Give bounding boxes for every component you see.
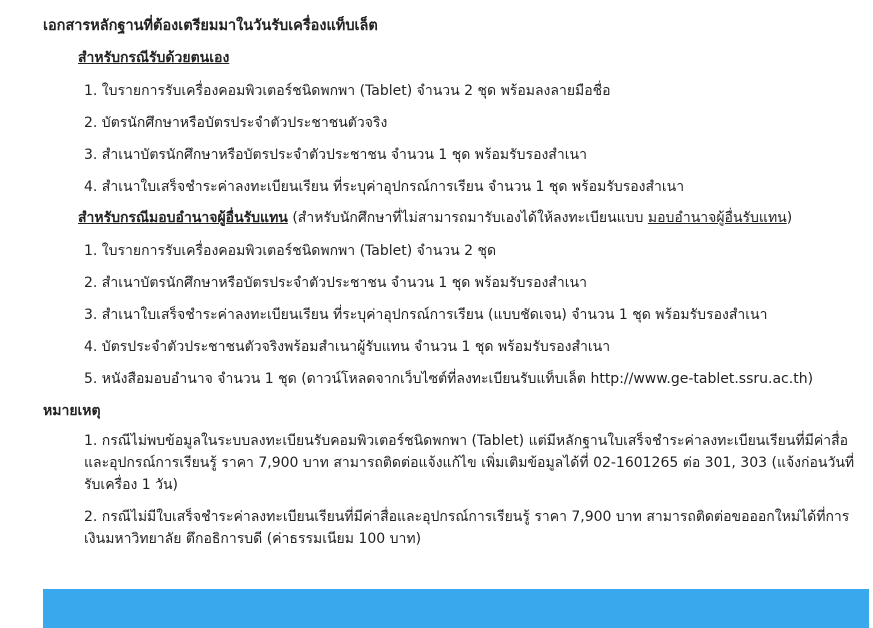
self-item-1: 1. ใบรายการรับเครื่องคอมพิวเตอร์ชนิดพกพา (Tablet) จำนวน 2 ชุด พร้อมลงลายมือชื่อ: [84, 83, 611, 99]
self-item-3: 3. สำเนาบัตรนักศึกษาหรือบัตรประจำตัวประชาชน จำนวน 1 ชุด พร้อมรับรองสำเนา: [84, 147, 587, 163]
proxy-pickup-heading: [78, 207, 792, 229]
self-item-2: 2. บัตรนักศึกษาหรือบัตรประจำตัวประชาชนตัวจริง: [84, 115, 388, 131]
remarks-heading: หมายเหตุ: [43, 403, 101, 419]
proxy-item-1: 1. ใบรายการรับเครื่องคอมพิวเตอร์ชนิดพกพา (Tablet) จำนวน 2 ชุด: [84, 243, 497, 259]
proxy-heading-link[interactable]: มอบอำนาจผู้อื่นรับแทน: [647, 210, 787, 226]
self-item-4: 4. สำเนาใบเสร็จชำระค่าลงทะเบียนเรียน ที่ระบุค่าอุปกรณ์การเรียน จำนวน 1 ชุด พร้อมรับรองสำเนา: [84, 179, 685, 195]
footer-bar: [43, 589, 869, 628]
remark-item-1: 1. กรณีไม่พบข้อมูลในระบบลงทะเบียนรับคอมพิวเตอร์ชนิดพกพา (Tablet) แต่มีหลักฐานใบเสร็จชำระค่าลงทะเบียนเรียนที่มีค่าสื่อและอุปกรณ์การเรียนรู้ ราคา 7,900 บาท สามารถติดต่อแจ้งแก้ไข เพิ่มเติมข้อมูลได้ที่ 02-1601265 ต่อ 301, 303 (แจ้งก่อนวันที่รับเครื่อง 1 วัน): [84, 433, 855, 493]
proxy-heading-title: สำหรับกรณีมอบอำนาจผู้อื่นรับแทน: [78, 210, 288, 226]
remark-item-2: 2. กรณีไม่มีใบเสร็จชำระค่าลงทะเบียนเรียนที่มีค่าสื่อและอุปกรณ์การเรียนรู้ ราคา 7,900 บาท สามารถติดต่อขอออกใหม่ได้ที่การเงินมหาวิทยาลัย ตึกอธิการบดี (ค่าธรรมเนียม 100 บาท): [84, 509, 850, 547]
proxy-item-4: 4. บัตรประจำตัวประชาชนตัวจริงพร้อมสำเนาผู้รับแทน จำนวน 1 ชุด พร้อมรับรองสำเนา: [84, 339, 611, 355]
page-title: เอกสารหลักฐานที่ต้องเตรียมมาในวันรับเครื่องแท็บเล็ต: [43, 18, 378, 34]
proxy-item-3: 3. สำเนาใบเสร็จชำระค่าลงทะเบียนเรียน ที่ระบุค่าอุปกรณ์การเรียน (แบบชัดเจน) จำนวน 1 ชุด พร้อมรับรองสำเนา: [84, 307, 768, 323]
proxy-heading-suffix: ): [786, 210, 793, 226]
proxy-item-5: 5. หนังสือมอบอำนาจ จำนวน 1 ชุด (ดาวน์โหลดจากเว็บไซต์ที่ลงทะเบียนรับแท็บเล็ต http://www.ge-tablet.ssru.ac.th): [84, 371, 814, 387]
proxy-heading-note: (สำหรับนักศึกษาที่ไม่สามารถมารับเองได้ให้ลงทะเบียนแบบ: [287, 210, 648, 226]
self-pickup-heading: สำหรับกรณีรับด้วยตนเอง: [78, 50, 230, 66]
proxy-item-2: 2. สำเนาบัตรนักศึกษาหรือบัตรประจำตัวประชาชน จำนวน 1 ชุด พร้อมรับรองสำเนา: [84, 275, 587, 291]
